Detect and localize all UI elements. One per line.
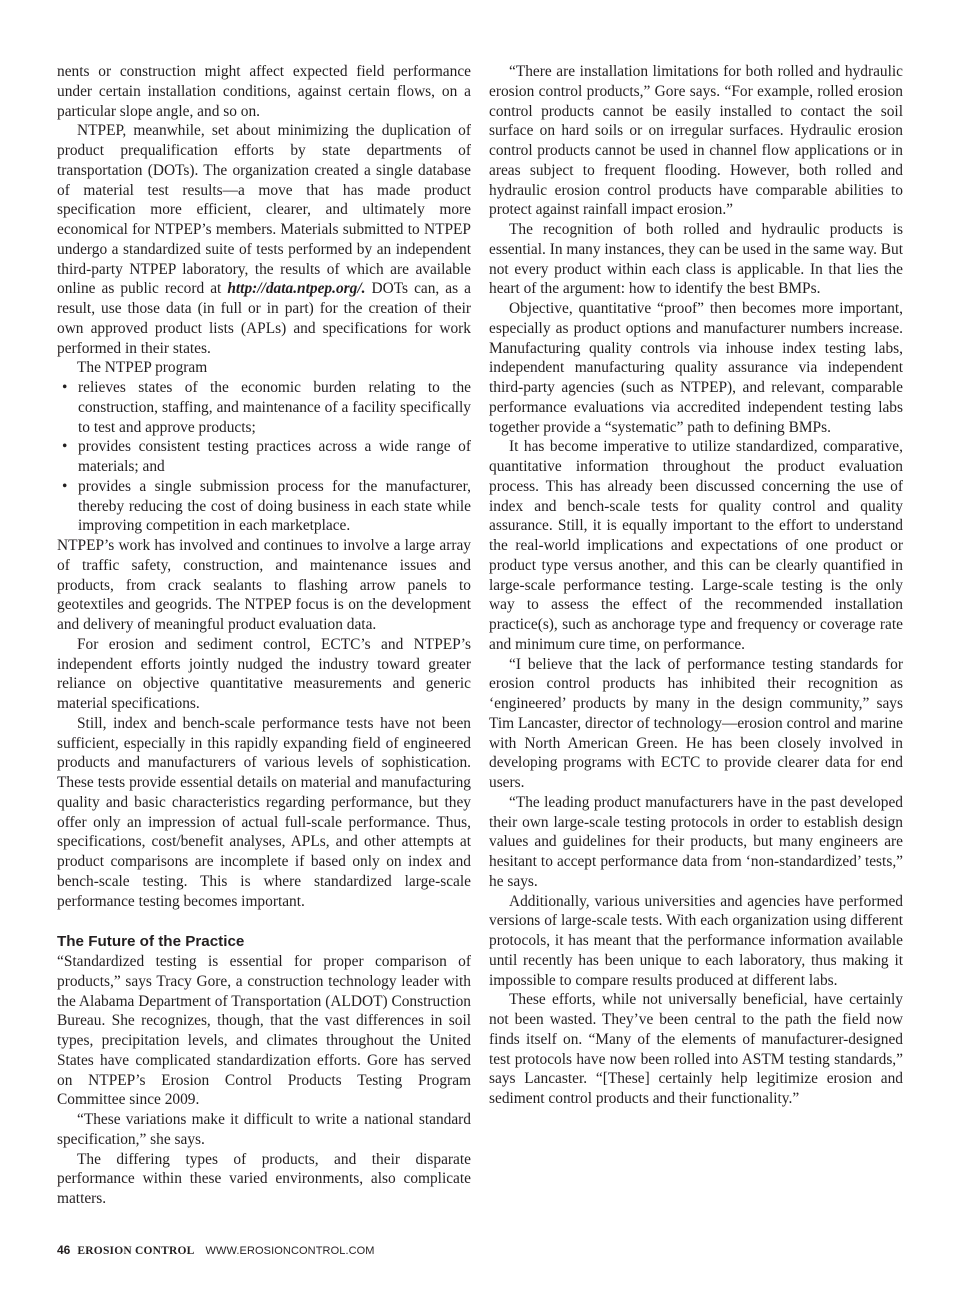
paragraph: “The leading product manufacturers have in the past developed their own large-scale testing protocols in order to establish design values and guidelines for their products, but many engineers are hesitant to accept performance data from ‘non-standardized’ tests,” he says.	[489, 793, 903, 890]
paragraph	[57, 121, 471, 358]
website-link[interactable]: WWW.EROSIONCONTROL.COM	[205, 1245, 375, 1257]
paragraph: Still, index and bench-scale performance tests have not been sufficient, especially in this rapidly expanding field of engineered products and manufacturers of various levels of sophistication. These tests provide essential details on material and manufacturing quality and basic characteristics regarding performance, but they offer only an impression of actual full-scale performance. Thus, specifications, cost/benefit analyses, APLs, and other attempts at product comparisons are incomplete if based only on index and bench-scale testing. This is where standardized large-scale performance testing becomes important.	[57, 714, 471, 910]
ntpep-program-list	[57, 378, 471, 536]
list-item: • provides a single submission process for the manufacturer, thereby reducing the cost of doing business in each state while improving competition in each marketplace.	[57, 477, 471, 536]
paragraph: Additionally, various universities and agencies have performed versions of large-scale tests. With each organization using different protocols, it has meant that the performance information available until recently has been unique to each laboratory, thus making it impossible to compare results produced at different labs.	[489, 892, 903, 989]
list-item: • provides consistent testing practices across a wide range of materials; and	[57, 437, 471, 477]
paragraph: It has become imperative to utilize standardized, comparative, quantitative information throughout the product evaluation process. This has already been discussed concerning the use of index and bench-scale tests for quality control and quality assurance. Still, it is equally important to the effort to understand the real-world implications and expectations of one product or product type versus another, and this can be clearly quantified in large-scale performance testing. Large-scale testing is the only way to assess the effect of the recommended installation practice(s), such as anchorage type and frequency or coverage rate and minimum cure time, on performance.	[489, 438, 903, 653]
paragraph: NTPEP’s work has involved and continues to involve a large array of traffic safety, construction, and maintenance issues and products, from crack sealants to flashing arrow panels to geotextiles and geogrids. The NTPEP focus is on the development and delivery of meaningful product evaluation data.	[57, 537, 471, 633]
ntpep-data-link[interactable]: http://data.ntpep.org/.	[227, 280, 366, 298]
paragraph: The NTPEP program	[77, 359, 208, 377]
paragraph: “There are installation limitations for both rolled and hydraulic erosion control products,” Gore says. “For example, rolled erosion control products cannot be easily installed to contact the soil surface on hard soils or on irregular surfaces. Hydraulic erosion control products cannot be used in channel flow applications or in areas subject to frequent flooding. However, both rolled and hydraulic erosion control products have comparable abilities to protect against rainfall impact erosion.”	[489, 63, 903, 219]
list-item: • relieves states of the economic burden relating to the construction, staffing, and maintenance of a facility specifically to test and approve products;	[57, 378, 471, 437]
paragraph: The recognition of both rolled and hydraulic products is essential. In many instances, they can be used in the same way. But not every product within each class is applicable. In that lies the heart of the argument: how to identify the best BMPs.	[489, 221, 904, 298]
paragraph-text: DOTs can, as a result, use those data (in full or in part) for the creation of their own approved product lists (APLs) and specifications for work performed in their states.	[57, 280, 471, 357]
page-number: 46	[57, 1243, 71, 1257]
paragraph: For erosion and sediment control, ECTC’s and NTPEP’s independent efforts jointly nudged the industry toward greater reliance on objective quantitative measurements and generic material specifications.	[57, 635, 471, 712]
page-footer	[57, 1243, 375, 1258]
paragraph: “Standardized testing is essential for proper comparison of products,” says Tracy Gore, a construction technology leader with the Alabama Department of Transportation (ALDOT) Construction Bureau. She recognizes, though, that the vast differences in soil types, precipitation levels, and climates throughout the United States have complicated standardization efforts. Gore has served on NTPEP’s Erosion Control Products Testing Program Committee since 2009.	[57, 953, 471, 1109]
left-column	[57, 62, 471, 1209]
paragraph: These efforts, while not universally beneficial, have certainly not been wasted. They’ve been central to the path the field now finds itself on. “Many of the elements of manufacturer-designed test protocols have now been rolled into ASTM testing standards,” says Lancaster. “[These] certainly help legitimize erosion and sediment control products and their functionality.”	[489, 991, 903, 1107]
paragraph: nents or construction might affect expected field performance under certain installation conditions, against certain flows, on a particular slope angle, and so on.	[57, 63, 471, 120]
paragraph: Objective, quantitative “proof” then becomes more important, especially as product options and manufacturer numbers increase. Manufacturing quality controls via inhouse index testing labs, independent manufacturing quality assurance via independent third-party agencies (such as NTPEP), and relevant, comparable performance evaluations via accredited independent testing labs together provide a “systematic” path to defining BMPs.	[489, 300, 903, 436]
right-column	[489, 62, 903, 1109]
paragraph: “These variations make it difficult to write a national standard specification,” she says.	[57, 1111, 471, 1148]
paragraph-text: NTPEP, meanwhile, set about minimizing the duplication of product prequalification efforts by state departments of transportation (DOTs). The organization created a single database of material test results—a move that has made product specification more efficient, clearer, and ultimately more economical for NTPEP’s members. Materials submitted to NTPEP undergo a standardized suite of tests performed by an independent third-party NTPEP laboratory, the results of which are available online as public record at	[57, 122, 471, 298]
section-heading: The Future of the Practice	[57, 933, 245, 951]
paragraph: The differing types of products, and their disparate performance within these varied environments, also complicate matters.	[57, 1150, 471, 1207]
paragraph: “I believe that the lack of performance testing standards for erosion control products has inhibited their recognition as ‘engineered’ products by many in the design community,” says Tim Lancaster, director of technology—erosion control and marine with North American Green. He has been closely involved in developing programs with ECTC to provide clearer data for end users.	[489, 655, 903, 791]
magazine-name: EROSION CONTROL	[77, 1245, 195, 1257]
